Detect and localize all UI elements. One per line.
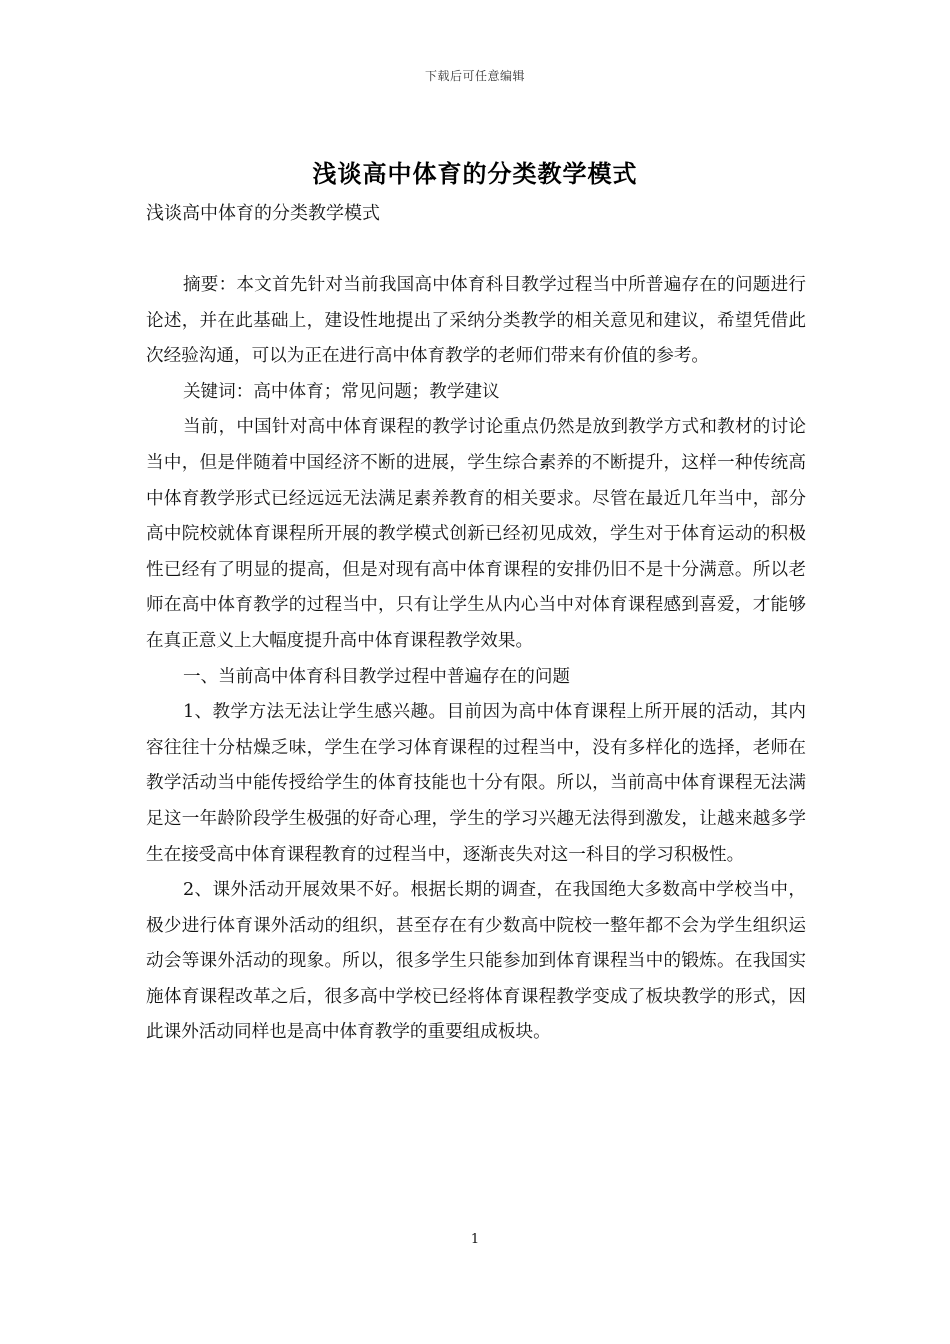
header-note: 下载后可任意编辑 [424, 69, 525, 83]
document-title: 浅谈高中体育的分类教学模式 [312, 159, 638, 188]
body-paragraph: 2、课外活动开展效果不好。根据长期的调查，在我国绝大多数高中学校当中，极少进行体育课外活动的组织，甚至存在有少数高中院校一整年都不会为学生组织运动会等课外活动的现象。所以，很多学生只能参加到体育课程当中的锻炼。在我国实施体育课程改革之后，很多高中学校已经将体育课程教学变成了板块教学的形式，因此课外活动同样也是高中体育教学的重要组成板块。 [146, 880, 806, 1043]
document-body [146, 268, 806, 1051]
introduction-paragraph: 当前，中国针对高中体育课程的教学讨论重点仍然是放到教学方式和教材的讨论当中，但是伴随着中国经济不断的进展，学生综合素养的不断提升，这样一种传统高中体育教学形式已经远远无法满足素养教育的相关要求。尽管在最近几年当中，部分高中院校就体育课程所开展的教学模式创新已经初见成效，学生对于体育运动的积极性已经有了明显的提高，但是对现有高中体育课程的安排仍旧不是十分满意。所以老师在高中体育教学的过程当中，只有让学生从内心当中对体育课程感到喜爱，才能够在真正意义上大幅度提升高中体育课程教学效果。 [146, 417, 806, 651]
body-paragraph: 1、教学方法无法让学生感兴趣。目前因为高中体育课程上所开展的活动，其内容往往十分枯燥乏味，学生在学习体育课程的过程当中，没有多样化的选择，老师在教学活动当中能传授给学生的体育技能也十分有限。所以，当前高中体育课程无法满足这一年龄阶段学生极强的好奇心理，学生的学习兴趣无法得到激发，让越来越多学生在接受高中体育课程教育的过程当中，逐渐丧失对这一科目的学习积极性。 [146, 702, 806, 865]
abstract-paragraph: 摘要：本文首先针对当前我国高中体育科目教学过程当中所普遍存在的问题进行论述，并在此基础上，建设性地提出了采纳分类教学的相关意见和建议，希望凭借此次经验沟通，可以为正在进行高中体育教学的老师们带来有价值的参考。 [146, 275, 806, 367]
document-subtitle: 浅谈高中体育的分类教学模式 [146, 203, 380, 224]
page-number: 1 [470, 1232, 480, 1247]
keywords-paragraph: 关键词：高中体育；常见问题；教学建议 [182, 381, 500, 402]
section-heading-1: 一、当前高中体育科目教学过程中普遍存在的问题 [182, 666, 571, 687]
